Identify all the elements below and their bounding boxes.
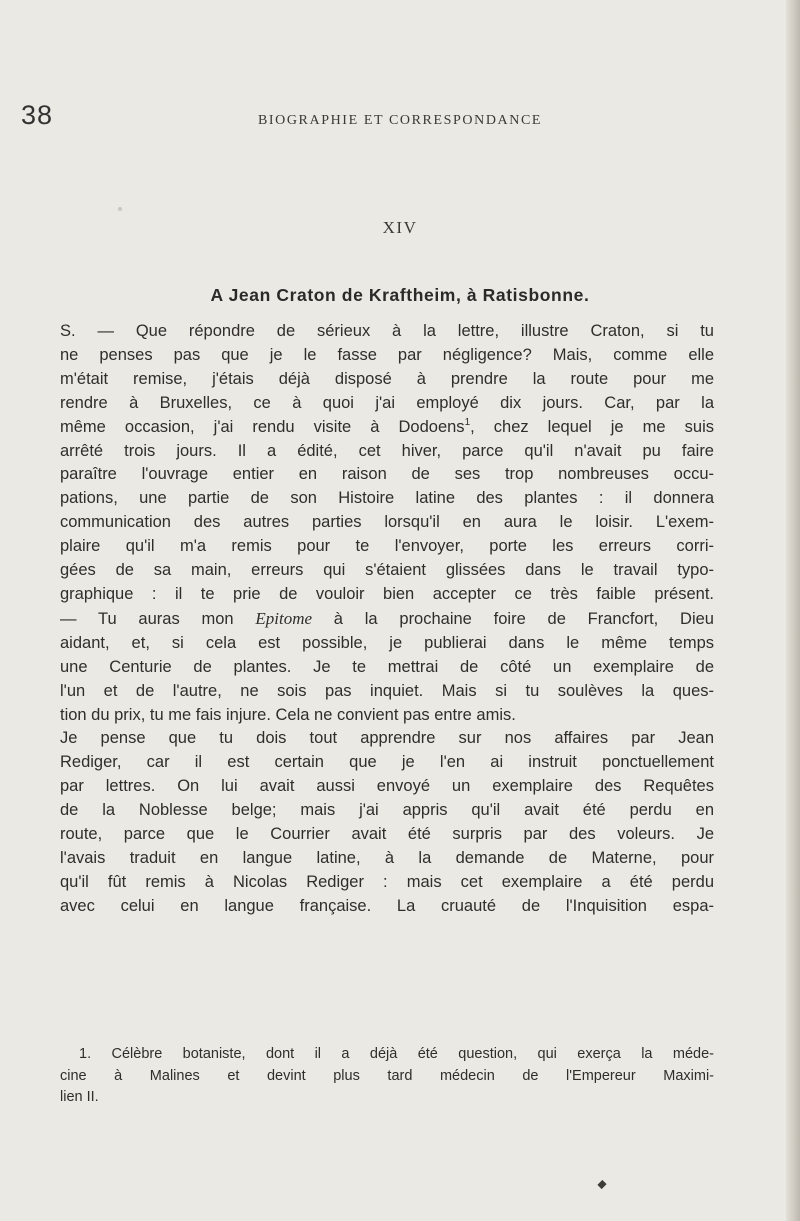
body-line: gées de sa main, erreurs qui s'étaient glissées dans le travail typo- [60, 561, 714, 580]
body-line: tion du prix, tu me fais injure. Cela ne convient pas entre amis. [60, 705, 516, 724]
body-line: route, parce que le Courrier avait été surpris par des voleurs. Je [60, 825, 714, 844]
body-line: avec celui en langue française. La cruauté de l'Inquisition espa- [60, 896, 714, 915]
paper-spot [118, 207, 122, 211]
body-line: m'était remise, j'étais déjà disposé à prendre la route pour me [60, 369, 714, 388]
body-line: une Centurie de plantes. Je te mettrai de côté un exemplaire de [60, 657, 714, 676]
footnote-line: lien II. [60, 1089, 99, 1105]
body-line: aidant, et, si cela est possible, je publierai dans le même temps [60, 633, 714, 652]
footnote-line: 1. Célèbre botaniste, dont il a déjà été question, qui exerça la méde- [79, 1046, 714, 1062]
body-line-part: même occasion, j'ai rendu visite à Dodoens [60, 417, 465, 436]
page-edge-shadow [786, 0, 800, 1221]
body-line: S. — Que répondre de sérieux à la lettre, illustre Craton, si tu [60, 322, 714, 340]
body-line-part: , chez lequel je me suis [470, 417, 714, 436]
book-title: Epitome [255, 608, 313, 628]
page-number: 38 [21, 100, 54, 130]
footnote [60, 1044, 714, 1109]
body-line: pations, une partie de son Histoire latine des plantes : il donnera [60, 489, 714, 508]
body-line: qu'il fût remis à Nicolas Rediger : mais cet exemplaire a été perdu [60, 872, 714, 891]
body-line: Je pense que tu dois tout apprendre sur nos affaires par Jean [60, 729, 714, 748]
body-line-part: à la prochaine foire de Francfort, Dieu [312, 609, 714, 628]
section-number: XIV [382, 218, 418, 237]
body-line: l'avais traduit en langue latine, à la demande de Materne, pour [60, 848, 714, 867]
body-line-part: — Tu auras mon [60, 609, 256, 628]
body-line-with-title [60, 607, 714, 632]
body-line: rendre à Bruxelles, ce à quoi j'ai employé dix jours. Car, par la [60, 393, 714, 412]
letter-heading: A Jean Craton de Kraftheim, à Ratisbonne. [210, 285, 590, 305]
body-line: de la Noblesse belge; mais j'ai appris qu'il avait été perdu en [60, 801, 714, 820]
footnote-line: cine à Malines et devint plus tard médecin de l'Empereur Maximi- [60, 1067, 714, 1084]
body-line: ne penses pas que je le fasse par négligence? Mais, comme elle [60, 345, 714, 364]
footnote-reference: 1 [464, 416, 471, 428]
body-line: paraître l'ouvrage entier en raison de ses trop nombreuses occu- [60, 465, 714, 484]
body-line: graphique : il te prie de vouloir bien accepter ce très faible présent. [60, 584, 714, 603]
body-line: Rediger, car il est certain que je l'en ai instruit ponctuellement [60, 753, 714, 772]
running-head: BIOGRAPHIE ET CORRESPONDANCE [257, 113, 543, 128]
letter-body [60, 320, 714, 919]
body-line: communication des autres parties lorsqu'il en aura le loisir. L'exem- [60, 513, 714, 532]
body-line: arrêté trois jours. Il a édité, cet hiver, parce qu'il n'avait pu faire [60, 441, 714, 460]
body-line: plaire qu'il m'a remis pour te l'envoyer, porte les erreurs corri- [60, 537, 714, 556]
body-line: par lettres. On lui avait aussi envoyé un exemplaire des Requêtes [60, 777, 714, 796]
body-line-with-note [60, 416, 714, 440]
body-line: l'un et de l'autre, ne sois pas inquiet. Mais si tu soulèves la ques- [60, 681, 714, 700]
printer-signature-mark [597, 1180, 606, 1189]
